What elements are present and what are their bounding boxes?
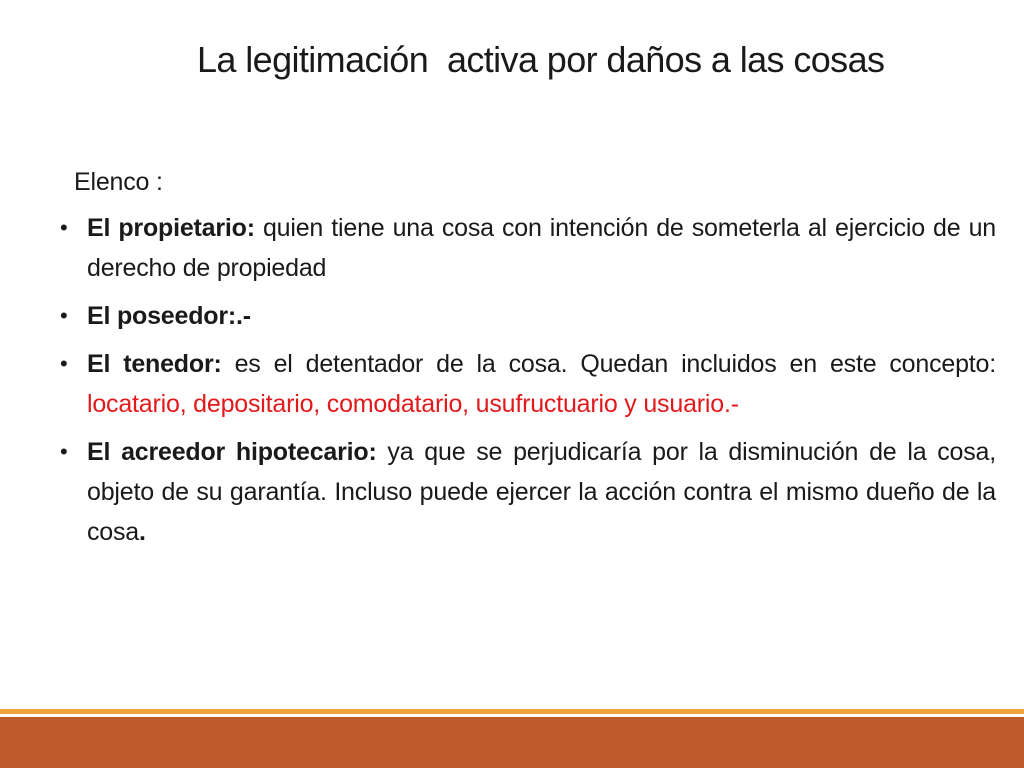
item-text: quien tiene una cosa con intención de someterla al ejercicio de un derecho de propiedad <box>87 214 996 282</box>
item-term: El propietario: <box>87 214 255 242</box>
footer-band <box>0 717 1024 768</box>
item-text: ya que se perjudicaría por la disminución de la cosa, objeto de su garantía. Incluso puede ejercer la acción contra el mismo dueño de la cosa <box>87 438 996 546</box>
item-term: El poseedor:.- <box>87 302 251 330</box>
bullet-icon: • <box>60 215 68 240</box>
slide-body <box>60 162 996 560</box>
item-text: es el detentador de la cosa. Quedan incluidos en este concepto: <box>221 350 996 378</box>
list-item-poseedor <box>60 296 996 336</box>
list-item-acreedor <box>60 432 996 552</box>
item-tail: . <box>139 518 146 546</box>
item-highlight: locatario, depositario, comodatario, usufructuario y usuario.- <box>87 390 739 418</box>
list-item-propietario <box>60 208 996 288</box>
bullet-list <box>60 208 996 552</box>
bullet-icon: • <box>60 303 68 328</box>
footer-accent-line <box>0 709 1024 714</box>
bullet-icon: • <box>60 439 68 464</box>
list-item-tenedor <box>60 344 996 424</box>
intro-text: Elenco : <box>74 168 163 196</box>
slide-title: La legitimación activa por daños a las cosas <box>197 39 885 80</box>
item-term: El tenedor: <box>87 350 222 378</box>
bullet-icon: • <box>60 351 68 376</box>
item-term: El acreedor hipotecario: <box>87 438 377 466</box>
